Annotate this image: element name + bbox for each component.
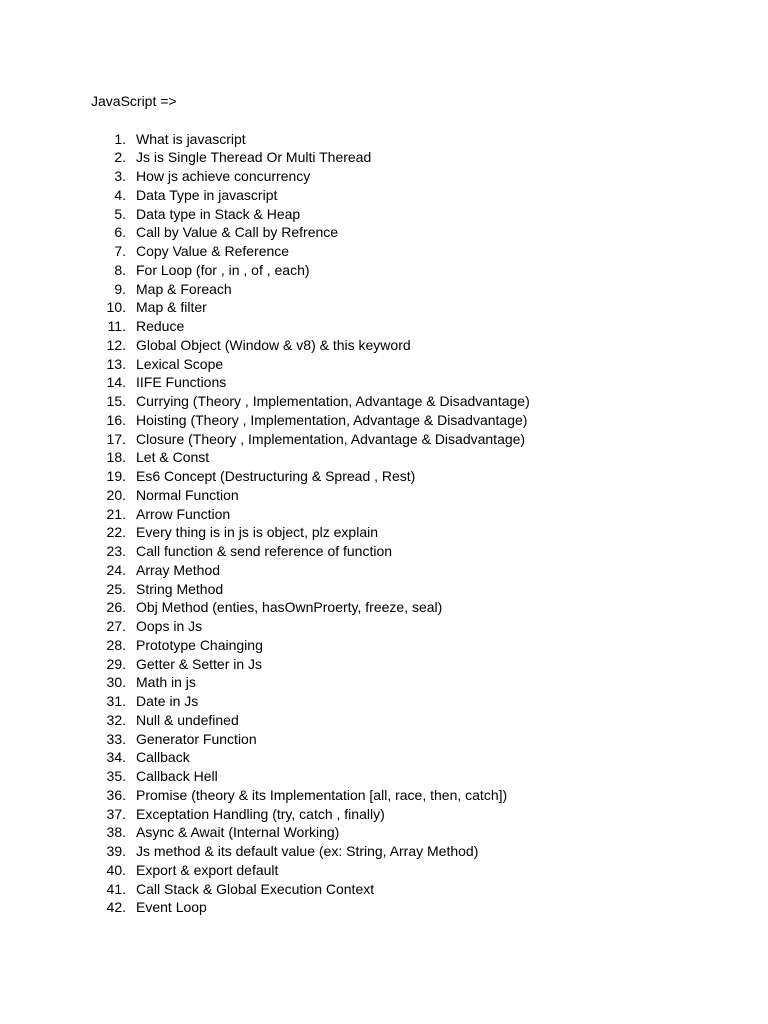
list-item-number: 4. <box>114 186 126 203</box>
list-item-text: Obj Method (enties, hasOwnProerty, freeze, seal) <box>136 599 443 616</box>
list-item-text: Null & undefined <box>136 711 239 728</box>
list-item-number: 1. <box>114 130 126 147</box>
list-item-number: 25. <box>106 580 126 597</box>
list-item-text: Export & export default <box>136 861 279 878</box>
list-item-number: 34. <box>106 749 126 766</box>
list-item-text: Map & Foreach <box>136 280 232 297</box>
list-item-text: Normal Function <box>136 486 239 503</box>
list-item-number: 13. <box>106 355 126 372</box>
list-item-number: 8. <box>114 261 126 278</box>
list-item-number: 16. <box>106 411 126 428</box>
list-item-text: Copy Value & Reference <box>136 243 290 259</box>
list-item-number: 37. <box>106 805 126 822</box>
list-item-number: 24. <box>106 561 126 578</box>
list-item-number: 5. <box>114 205 126 222</box>
list-item-text: Getter & Setter in Js <box>136 655 263 672</box>
list-item-text: Math in js <box>136 674 196 691</box>
list-item-text: Event Loop <box>136 899 207 916</box>
list-item-number: 33. <box>106 730 126 747</box>
list-item-number: 3. <box>114 168 126 184</box>
list-item-text: Every thing is in js is object, plz explain <box>136 524 378 541</box>
list-item-number: 27. <box>106 618 126 634</box>
list-item-number: 36. <box>106 786 126 803</box>
list-item-number: 35. <box>106 768 126 784</box>
list-item-number: 31. <box>106 693 126 709</box>
list-item-number: 12. <box>106 336 126 353</box>
list-item-text: Callback Hell <box>136 768 218 784</box>
list-item-text: Global Object (Window & v8) & this keyword <box>136 336 411 353</box>
list-item-text: For Loop (for , in , of , each) <box>136 261 310 278</box>
list-item-number: 20. <box>106 486 126 503</box>
list-item-number: 14. <box>106 374 126 391</box>
list-item-number: 29. <box>106 655 126 672</box>
list-item-number: 42. <box>106 899 126 916</box>
list-item-number: 9. <box>114 280 126 297</box>
list-item-number: 17. <box>106 430 126 447</box>
list-item-number: 32. <box>106 711 126 728</box>
list-item-number: 15. <box>106 393 126 409</box>
list-item-text: Data type in Stack & Heap <box>136 205 301 222</box>
list-item-text: Generator Function <box>136 730 257 747</box>
list-item-text: Call Stack & Global Execution Context <box>136 880 375 897</box>
list-item-text: Hoisting (Theory , Implementation, Advantage & Disadvantage) <box>136 411 528 428</box>
list-item-number: 22. <box>106 524 126 541</box>
list-item-number: 40. <box>106 861 126 878</box>
list-item-text: Map & filter <box>136 299 207 316</box>
list-item-number: 7. <box>114 243 126 259</box>
list-item-number: 6. <box>114 224 126 241</box>
list-item-number: 18. <box>106 449 126 466</box>
document-heading: JavaScript => <box>91 93 177 109</box>
list-item-text: Promise (theory & its Implementation [all, race, then, catch]) <box>136 786 508 803</box>
list-item-text: Js is Single Theread Or Multi Theread <box>136 149 372 166</box>
list-item-text: Async & Await (Internal Working) <box>136 824 340 841</box>
list-item-number: 2. <box>114 149 126 166</box>
list-item-text: Callback <box>136 749 190 766</box>
list-item-number: 30. <box>106 674 126 691</box>
list-item-number: 26. <box>106 599 126 616</box>
list-item-number: 10. <box>106 299 126 316</box>
list-item-number: 23. <box>106 543 126 559</box>
list-item-text: Es6 Concept (Destructuring & Spread , Rest) <box>136 468 416 484</box>
list-item-text: Reduce <box>136 318 185 334</box>
list-item-text: IIFE Functions <box>136 374 227 391</box>
list-item-text: Data Type in javascript <box>136 186 278 203</box>
list-item-text: Date in Js <box>136 693 199 709</box>
list-item-text: Js method & its default value (ex: String, Array Method) <box>136 843 479 859</box>
list-item-number: 11. <box>107 318 126 334</box>
list-item-text: String Method <box>136 580 224 597</box>
list-item-text: Closure (Theory , Implementation, Advantage & Disadvantage) <box>136 430 526 447</box>
list-item-text: Prototype Chainging <box>136 636 263 653</box>
list-item-text: Call function & send reference of function <box>136 543 393 559</box>
list-item-text: What is javascript <box>136 130 246 147</box>
list-item-text: Let & Const <box>136 449 210 466</box>
list-item-number: 38. <box>106 824 126 841</box>
list-item-text: Exceptation Handling (try, catch , finally) <box>136 805 385 822</box>
list-item-number: 19. <box>106 468 126 484</box>
list-item-text: Call by Value & Call by Refrence <box>136 224 339 241</box>
list-item-number: 41. <box>106 880 126 897</box>
list-item-text: Arrow Function <box>136 505 231 522</box>
list-item-number: 21. <box>106 505 126 522</box>
list-item-text: Oops in Js <box>136 618 203 634</box>
list-item-text: Lexical Scope <box>136 355 224 372</box>
list-item-number: 28. <box>106 636 126 653</box>
list-item-text: Currying (Theory , Implementation, Advantage & Disadvantage) <box>136 393 530 409</box>
list-item-text: How js achieve concurrency <box>136 168 311 184</box>
list-item-number: 39. <box>106 843 126 859</box>
list-item-text: Array Method <box>136 561 221 578</box>
